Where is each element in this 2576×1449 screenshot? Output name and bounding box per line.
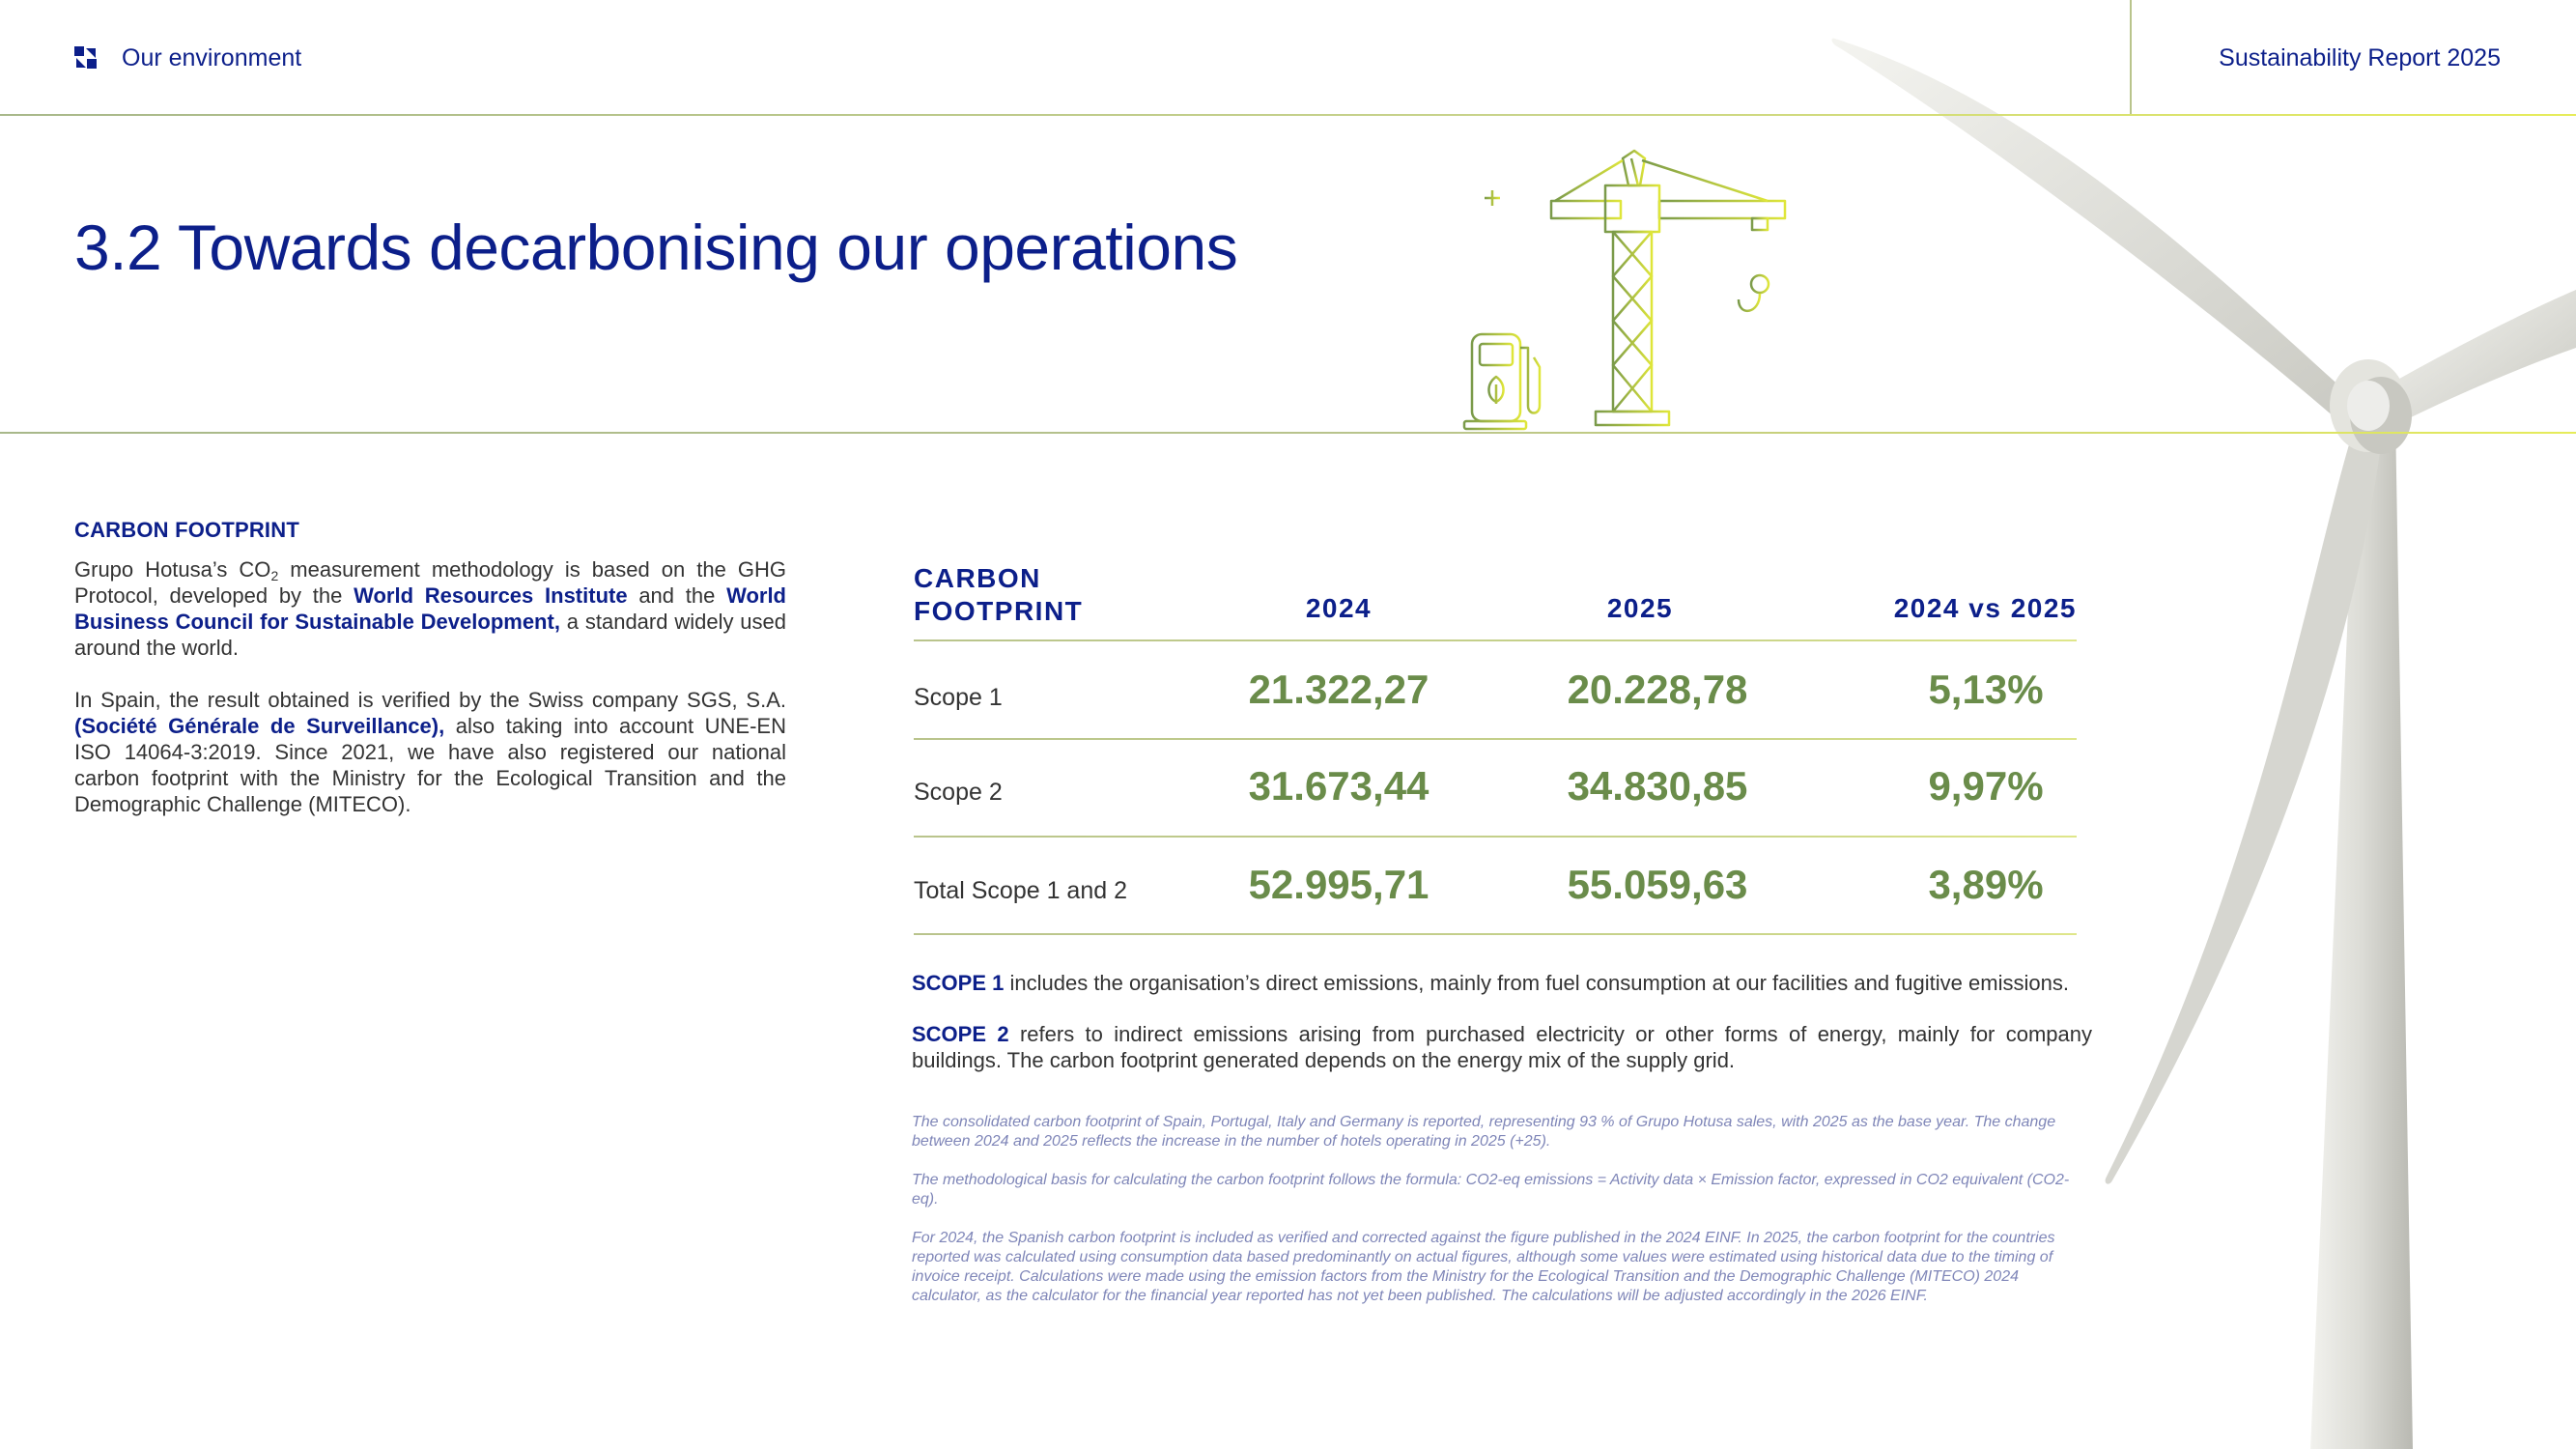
table-divider xyxy=(914,933,2077,935)
footnote: The methodological basis for calculating the carbon footprint follows the formula: CO2-eq emissions = Activity data × Emission factor, expressed in CO2 equivalent (CO2-eq). xyxy=(912,1172,2070,1208)
row-label-scope2: Scope 2 xyxy=(914,779,1003,806)
report-title-label: Sustainability Report 2025 xyxy=(2219,44,2501,71)
sgs-link: (Société Générale de Surveillance), xyxy=(74,714,445,738)
verification-paragraph: In Spain, the result obtained is verified by the Swiss company SGS, S.A. (Société Générale de Surveillance), also taking into account UNE-EN ISO 14064-3:2019. Since 2021, we have also registered our national carbon footprint with the Ministry for the Ecological Transition and the Demographic Challenge (MITECO). xyxy=(74,688,786,816)
section-label: Our environment xyxy=(122,44,302,71)
header-divider xyxy=(0,114,2576,116)
column-header-change: 2024 vs 2025 xyxy=(1893,593,2077,623)
column-header-2025: 2025 xyxy=(1606,593,1674,623)
scope1-change-value: 5,13% xyxy=(1928,667,2044,712)
methodology-paragraph: Grupo Hotusa’s $CO_2$ measurement methodology is based on the GHG Protocol, developed by the World Resources Institute and the World Business Council for Sustainable Development, a standard widely used around the world. xyxy=(74,557,787,660)
total-2025-value: 55.059,63 xyxy=(1567,862,1748,907)
scope1-2025-value: 20.228,78 xyxy=(1567,667,1748,712)
scope1-note: SCOPE 1 includes the organisation’s direct emissions, mainly from fuel consumption at our facilities and fugitive emissions. xyxy=(912,971,2069,995)
scope2-change-value: 9,97% xyxy=(1928,763,2044,809)
header-divider-vertical xyxy=(2130,0,2132,115)
total-2024-value: 52.995,71 xyxy=(1248,862,1430,907)
row-label-scope1: Scope 1 xyxy=(914,684,1003,711)
scope1-2024-value: 21.322,27 xyxy=(1248,667,1430,712)
brand-logo-icon xyxy=(74,46,98,70)
total-change-value: 3,89% xyxy=(1928,862,2044,907)
column-header-2024: 2024 xyxy=(1305,593,1373,623)
footnote: The consolidated carbon footprint of Spain, Portugal, Italy and Germany is reported, representing 93 % of Grupo Hotusa sales, with 2025 as the base year. The change between 2024 and 2025 reflects the increase in the number of hotels operating in 2025 (+25). xyxy=(912,1114,2056,1150)
row-label-total: Total Scope 1 and 2 xyxy=(914,877,1127,904)
table-divider xyxy=(914,738,2077,740)
scope2-2024-value: 31.673,44 xyxy=(1248,763,1430,809)
table-divider xyxy=(914,836,2077,838)
scope2-2025-value: 34.830,85 xyxy=(1567,763,1748,809)
wri-link: World Resources Institute xyxy=(354,583,628,608)
title-divider xyxy=(0,432,2576,434)
footnote: For 2024, the Spanish carbon footprint is included as verified and corrected against the figure published in the 2024 EINF. In 2025, the carbon footprint for the countries reported was calculated using consumption data based predominantly on actual figures, although some values were estimated using historical data due to the timing of invoice receipt. Calculations were made using the emission factors from the Ministry for the Ecological Transition and the Demographic Challenge (MITECO) 2024 calculator, as the calculator for the financial year reported has not yet been published. The calculations will be adjusted accordingly in the 2026 EINF. xyxy=(912,1230,2055,1304)
scope2-note: SCOPE 2 refers to indirect emissions arising from purchased electricity or other forms of energy, mainly for company buildings. The carbon footprint generated depends on the energy mix of the supply grid. xyxy=(912,1022,2092,1072)
table-label: CARBON FOOTPRINT xyxy=(914,563,1084,626)
carbon-footprint-heading: CARBON FOOTPRINT xyxy=(74,518,299,542)
wbcsd-link: World Business Council for Sustainable Development, xyxy=(74,583,786,634)
page-title: 3.2 Towards decarbonising our operations xyxy=(74,212,1238,283)
crane-illustration xyxy=(1449,145,1816,435)
table-divider xyxy=(914,639,2077,641)
